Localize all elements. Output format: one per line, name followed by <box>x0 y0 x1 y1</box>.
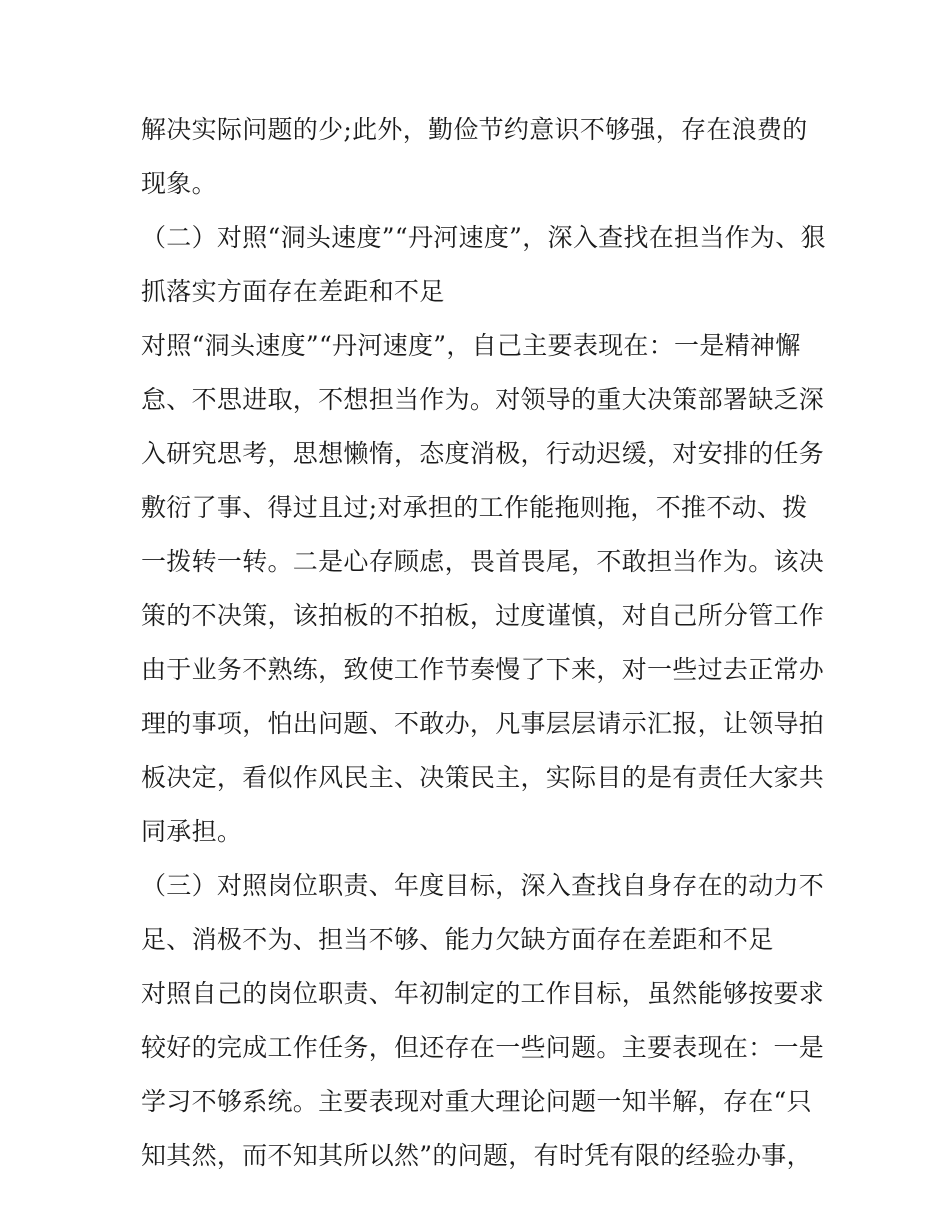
text-line: 同承担。 <box>141 817 243 846</box>
document-body <box>141 103 826 1183</box>
text-line: 现象。 <box>141 169 217 198</box>
section-heading-line: （二）对照“洞头速度”“丹河速度”，深入查找在担当作为、狠 <box>141 223 826 252</box>
text-line: 敷衍了事、得过且过;对承担的工作能拖则拖，不推不动、拨 <box>141 493 808 522</box>
text-line: 策的不决策，该拍板的不拍板，过度谨慎，对自己所分管工作 <box>141 601 825 630</box>
text-line: 学习不够系统。主要表现对重大理论问题一知半解，存在“只 <box>141 1087 812 1116</box>
text-line: 怠、不思进取，不想担当作为。对领导的重大决策部署缺乏深 <box>141 385 825 414</box>
section-heading-line: 足、消极不为、担当不够、能力欠缺方面存在差距和不足 <box>141 925 774 954</box>
text-line: 板决定，看似作风民主、决策民主，实际目的是有责任大家共 <box>141 763 825 792</box>
text-line: 入研究思考，思想懒惰，态度消极，行动迟缓，对安排的任务 <box>141 439 825 468</box>
text-line: 对照自己的岗位职责、年初制定的工作目标，虽然能够按要求 <box>141 979 825 1008</box>
text-line: 较好的完成工作任务，但还存在一些问题。主要表现在：一是 <box>141 1033 825 1062</box>
section-heading-line: 抓落实方面存在差距和不足 <box>141 277 445 306</box>
text-line: 理的事项，怕出问题、不敢办，凡事层层请示汇报，让领导拍 <box>141 709 825 738</box>
text-line: 对照“洞头速度”“丹河速度”，自己主要表现在：一是精神懈 <box>141 331 801 360</box>
section-heading-line: （三）对照岗位职责、年度目标，深入查找自身存在的动力不 <box>141 871 825 900</box>
text-line: 由于业务不熟练，致使工作节奏慢了下来，对一些过去正常办 <box>141 655 825 684</box>
text-line: 知其然，而不知其所以然”的问题，有时凭有限的经验办事， <box>141 1141 812 1170</box>
text-line: 一拨转一转。二是心存顾虑，畏首畏尾，不敢担当作为。该决 <box>141 547 825 576</box>
text-line: 解决实际问题的少;此外，勤俭节约意识不够强，存在浪费的 <box>141 115 808 144</box>
